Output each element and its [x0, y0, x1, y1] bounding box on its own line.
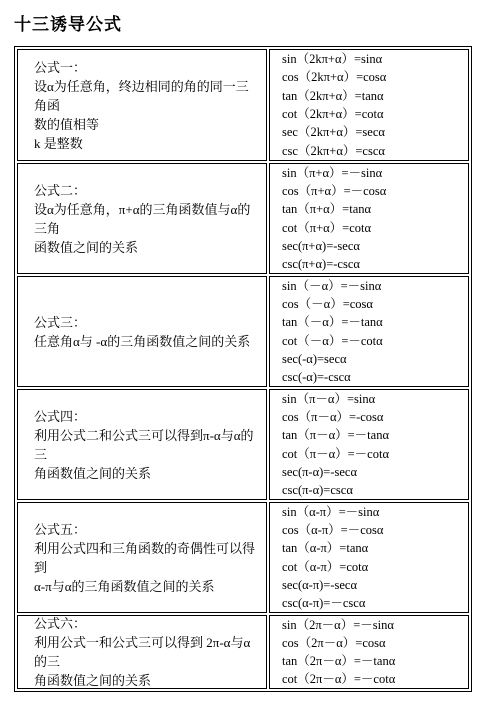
- description-line: 角函数值之间的关系: [34, 673, 152, 688]
- description-line: α-π与α的三角函数值之间的关系: [34, 578, 215, 594]
- formula-list: [269, 163, 469, 274]
- formula: csc(-α)=-cscα: [282, 369, 351, 384]
- formula: tan（π－α）=－tanα: [282, 428, 390, 443]
- description-line: 角函数值之间的关系: [34, 465, 152, 481]
- formula-list: [269, 389, 469, 500]
- formula: sec(π-α)=-secα: [282, 464, 358, 479]
- formula-group-4: [17, 389, 469, 500]
- formula: cos（2π－α）=cosα: [282, 636, 386, 650]
- page-title: 十三诱导公式: [14, 15, 122, 35]
- formula: csc(π-α)=cscα: [282, 482, 353, 497]
- formula-list: [269, 502, 469, 613]
- group-description: [17, 163, 267, 274]
- formula: sin（π－α）=sinα: [282, 392, 376, 407]
- description-line: 函数值之间的关系: [34, 239, 139, 255]
- formula: cot（2kπ+α）=cotα: [282, 107, 384, 122]
- group-name: 公式一：: [34, 59, 87, 75]
- formula-list: [269, 49, 469, 161]
- formula-list: [269, 615, 469, 689]
- group-name: 公式二：: [34, 182, 87, 198]
- description-line: 任意角α与 -α的三角函数值之间的关系: [34, 333, 251, 349]
- formula: tan（π+α）=tanα: [282, 202, 372, 217]
- formula: cos（π+α）=－cosα: [282, 184, 387, 199]
- formula: cos（2kπ+α）=cosα: [282, 70, 387, 85]
- formula: sin（α-π）=－sinα: [282, 505, 380, 520]
- formula-group-2: [17, 163, 469, 274]
- formula: cot（2π－α）=－cotα: [282, 672, 396, 686]
- group-name: 公式三：: [34, 314, 87, 330]
- description-line: k 是整数: [34, 135, 83, 151]
- formula: cos（α-π）=－cosα: [282, 523, 384, 538]
- formula: cot（π－α）=－cotα: [282, 446, 390, 461]
- formula: sec(-α)=secα: [282, 351, 347, 366]
- formula: sec（2kπ+α）=secα: [282, 125, 385, 140]
- formula: tan（2kπ+α）=tanα: [282, 88, 384, 103]
- formula-group-6: [17, 615, 469, 689]
- formula: tan（2π－α）=－tanα: [282, 654, 396, 668]
- group-description: [17, 502, 267, 613]
- group-description: [17, 615, 267, 689]
- formula-group-1: [17, 49, 469, 161]
- description-line: 设α为任意角，终边相同的角的同一三角函: [34, 78, 249, 113]
- formula-list: [269, 276, 469, 387]
- formula: cot（π+α）=cotα: [282, 220, 372, 235]
- formula: cos（π－α）=-cosα: [282, 410, 384, 425]
- formula: csc(α-π)=－cscα: [282, 595, 366, 610]
- formula: csc（2kπ+α）=cscα: [282, 143, 385, 158]
- formula: tan（α-π）=tanα: [282, 541, 369, 556]
- group-description: [17, 49, 267, 161]
- formula: sin（－α）=－sinα: [282, 279, 382, 294]
- description-line: 数的值相等: [34, 116, 100, 132]
- group-description: [17, 276, 267, 387]
- description-line: 利用公式二和公式三可以得到π-α与α的三: [34, 427, 254, 462]
- formula: sec(α-π)=-secα: [282, 577, 358, 592]
- formula: cot（α-π）=cotα: [282, 559, 369, 574]
- formula-group-3: [17, 276, 469, 387]
- group-description: [17, 389, 267, 500]
- description-line: 利用公式四和三角函数的奇偶性可以得到: [34, 540, 256, 575]
- group-name: 公式五：: [34, 521, 87, 537]
- formula: tan（－α）=－tanα: [282, 315, 383, 330]
- description-line: 利用公式一和公式三可以得到 2π-α与α的三: [34, 635, 251, 669]
- group-name: 公式六：: [34, 616, 87, 631]
- formula: sin（π+α）=－sinα: [282, 166, 383, 181]
- formula: cos（－α）=cosα: [282, 297, 373, 312]
- formula-group-5: [17, 502, 469, 613]
- formula: sec(π+α)=-secα: [282, 238, 360, 253]
- formula-table: [14, 46, 472, 692]
- group-name: 公式四：: [34, 408, 87, 424]
- formula: csc(π+α)=-cscα: [282, 256, 360, 271]
- formula: sin（2π－α）=－sinα: [282, 618, 394, 632]
- formula: sin（2kπ+α）=sinα: [282, 52, 383, 67]
- description-line: 设α为任意角，π+α的三角函数值与α的三角: [34, 201, 251, 236]
- formula: cot（－α）=－cotα: [282, 333, 383, 348]
